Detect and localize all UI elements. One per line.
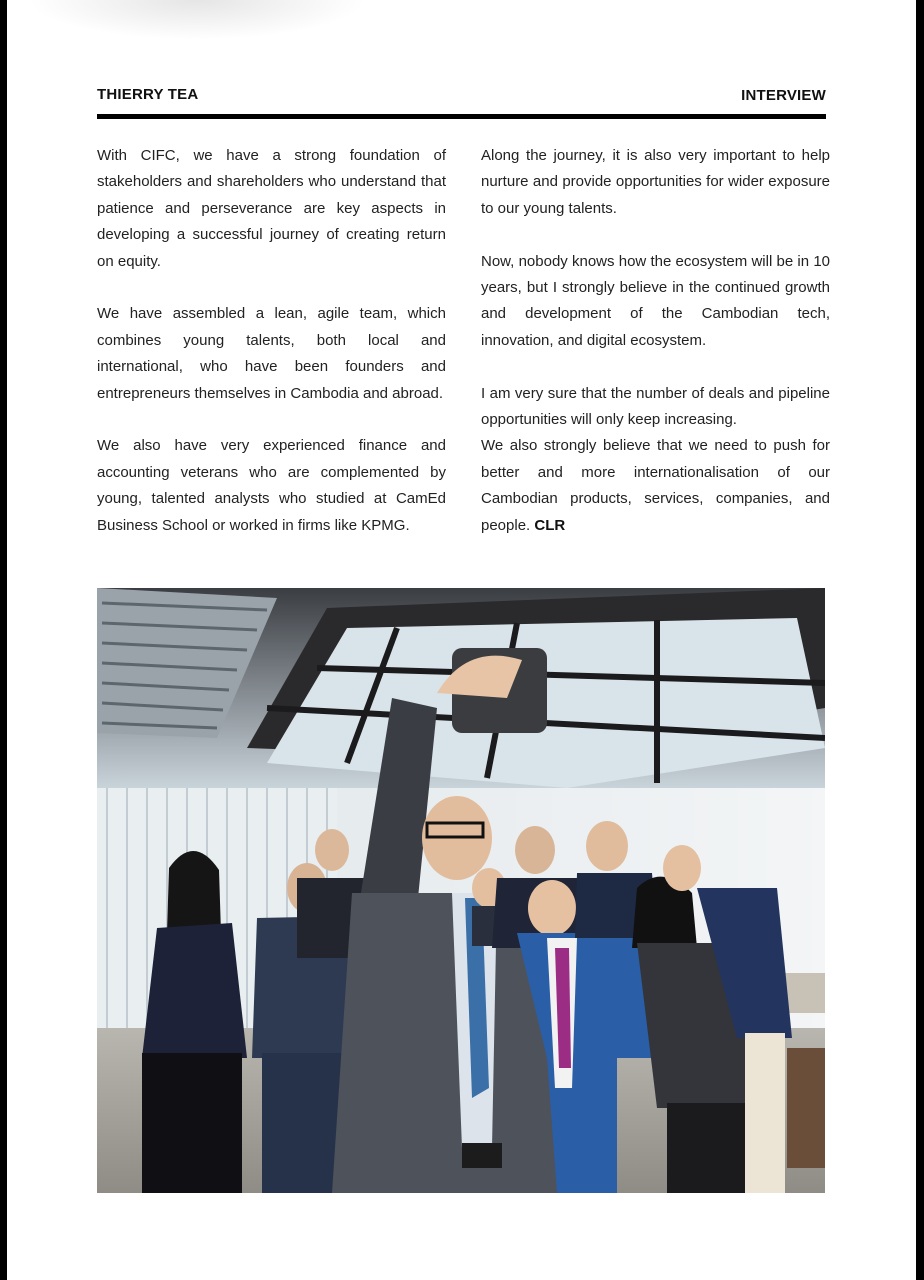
paragraph: I am very sure that the number of deals and pipeline opportunities will only keep increasing. xyxy=(481,384,830,429)
paragraph-text: We also strongly believe that we need to push for better and more internationalisation of our Cambodian products, services, companies, and people. xyxy=(481,437,830,534)
paragraph: Now, nobody knows how the ecosystem will be in 10 years, but I strongly believe in the continued growth and development of the Cambodian tech, innovation, and digital ecosystem. xyxy=(481,252,830,349)
text-column-left xyxy=(97,143,446,565)
team-selfie-photo xyxy=(97,588,825,1193)
page-header xyxy=(97,86,826,106)
paragraph: With CIFC, we have a strong foundation of stakeholders and shareholders who understand that patience and perseverance are key aspects in developing a successful journey of creating return on equity. xyxy=(97,147,446,270)
paragraph: We also have very experienced finance and accounting veterans who are complemented by young, talented analysts who studied at CamEd Business School or worked in firms like KPMG. xyxy=(97,437,446,534)
paragraph xyxy=(481,433,830,539)
header-rule xyxy=(97,114,826,119)
header-section: INTERVIEW xyxy=(741,87,826,104)
photo-illustration xyxy=(97,588,825,1193)
text-column-right xyxy=(481,143,830,565)
magazine-page xyxy=(7,0,916,1280)
paragraph: Along the journey, it is also very important to help nurture and provide opportunities for wider exposure to our young talents. xyxy=(481,147,830,217)
header-author: THIERRY TEA xyxy=(97,86,199,103)
paragraph: We have assembled a lean, agile team, which combines young talents, both local and international, who have been founders and entrepreneurs themselves in Cambodia and abroad. xyxy=(97,305,446,402)
author-signature: CLR xyxy=(534,516,566,534)
scan-shadow xyxy=(27,0,367,40)
